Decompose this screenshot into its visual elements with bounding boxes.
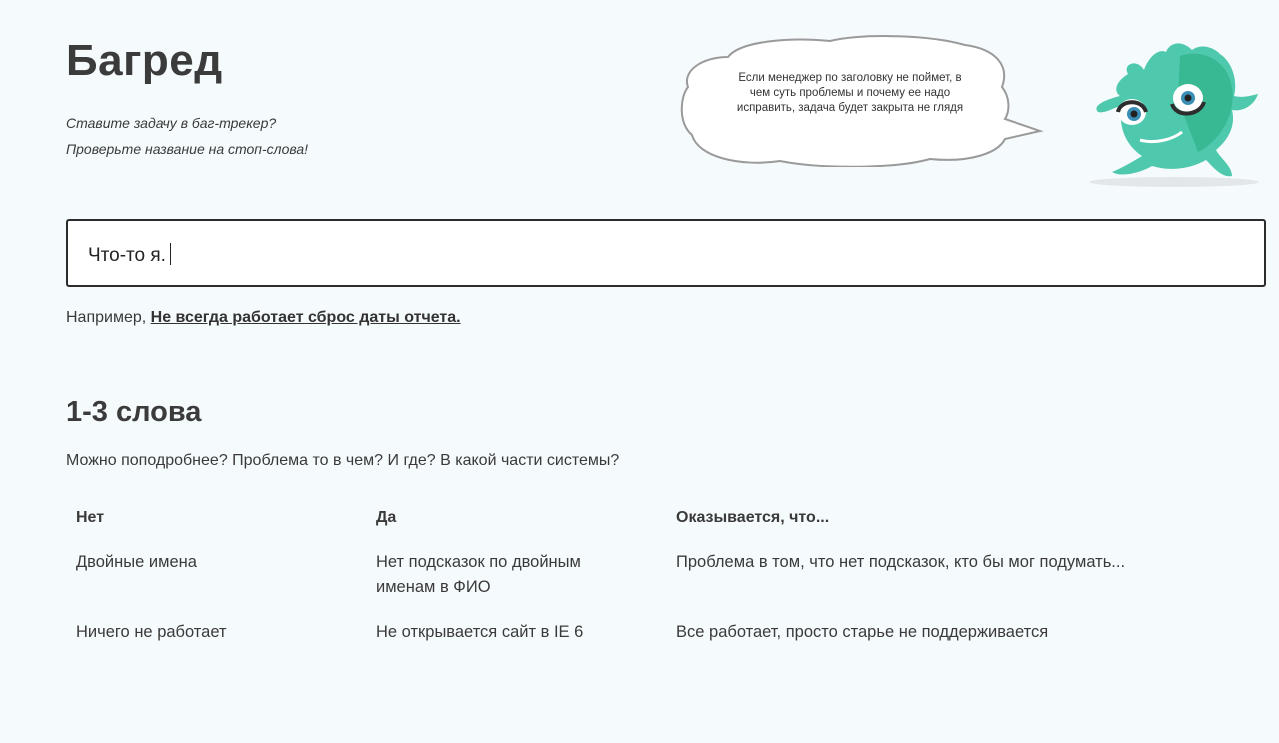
table-cell-yes: Нет подсказок по двойным именам в ФИО <box>376 553 581 596</box>
title-input-box[interactable] <box>66 219 1266 287</box>
text-caret <box>170 243 171 265</box>
examples-table <box>76 505 1226 660</box>
table-header-yes: Да <box>376 509 397 526</box>
table-cell-no: Ничего не работает <box>76 623 227 641</box>
title-input[interactable] <box>88 243 171 267</box>
example-hint <box>66 309 461 327</box>
table-header-row <box>76 505 1226 550</box>
example-link[interactable]: Не всегда работает сброс даты отчета. <box>150 309 461 326</box>
table-row <box>76 550 1226 620</box>
table-cell-no: Двойные имена <box>76 553 197 571</box>
monster-mascot-icon <box>1082 40 1264 188</box>
table-row <box>76 620 1226 660</box>
table-cell-yes: Не открывается сайт в IE 6 <box>376 623 584 641</box>
title-input-value: Что-то я. <box>88 245 166 266</box>
subtitle-line-2: Проверьте название на стоп-слова! <box>66 141 309 157</box>
table-cell-turns-out: Все работает, просто старье не поддерживается <box>676 623 1049 641</box>
table-cell-turns-out: Проблема в том, что нет подсказок, кто бы мог подумать... <box>676 553 1126 571</box>
subtitle-line-1: Ставите задачу в баг-трекер? <box>66 115 277 131</box>
example-prefix: Например, <box>66 309 147 326</box>
table-header-no: Нет <box>76 509 105 526</box>
page-title: Багред <box>66 36 223 85</box>
speech-bubble <box>680 35 1045 167</box>
section-title: 1-3 слова <box>66 396 202 428</box>
page-subtitle <box>66 110 308 162</box>
section-description: Можно поподробнее? Проблема то в чем? И где? В какой части системы? <box>66 452 620 469</box>
table-header-turns-out: Оказывается, что... <box>676 509 830 526</box>
bubble-text: Если менеджер по заголовку не поймет, в чем суть проблемы и почему ее надо исправить, задача будет закрыта не глядя <box>736 72 964 114</box>
